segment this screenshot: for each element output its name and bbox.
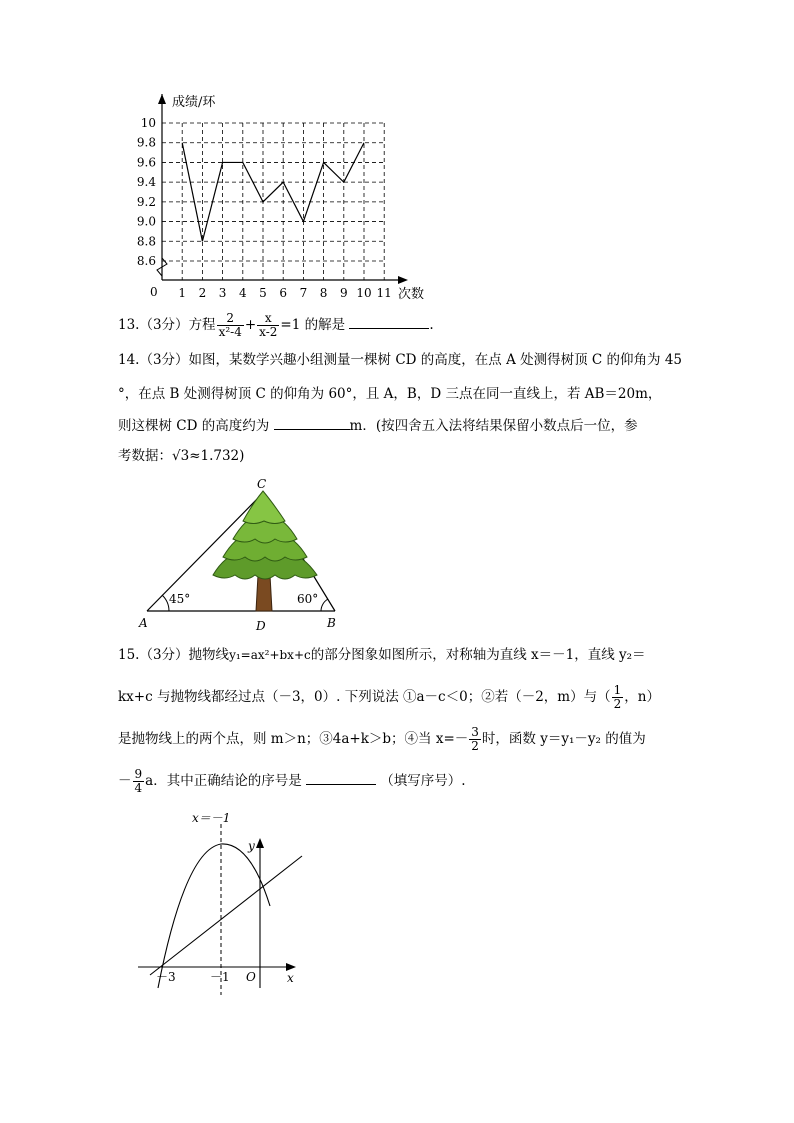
line-y2 [150, 856, 302, 975]
q15-answer-blank[interactable] [306, 770, 376, 785]
x-tick-label: 3 [218, 286, 227, 300]
x-tick-label: 4 [238, 286, 247, 300]
angle-A-label: 45° [169, 592, 191, 606]
y-tick-label: 8.6 [136, 254, 156, 268]
q15-line-4: － $\frac{9}{4}$ a．其中正确结论的序号是 （填写序号）. [118, 767, 466, 795]
point-A-label: A [139, 616, 148, 630]
chart-grid [162, 123, 384, 280]
q15-value-frac: $\frac{9}{4}$ [134, 767, 143, 795]
tree-trunk [256, 575, 272, 611]
angle-A-arc [162, 595, 169, 611]
y-tick-label: 9.2 [136, 194, 156, 209]
q13-post: =1 的解是 [280, 317, 346, 333]
tick-minus-3: －3 [156, 970, 176, 984]
x-tick-label: 2 [198, 286, 207, 300]
symmetry-axis-label: x＝－1 [192, 811, 231, 825]
q15-line-2: kx+c 与抛物线都经过点（－3，0）. 下列说法 ①a－c＜0；②若（－2，m）与（ $\frac{1}{2}$ ，n） [118, 683, 660, 711]
x-tick-label: 6 [279, 286, 288, 300]
y-tick-label: 10 [140, 116, 156, 130]
x-tick-label: 5 [259, 286, 267, 300]
q15-line-1: 15.（3分）抛物线y₁=ax²+bx+c的部分图象如图所示，对称轴为直线 x＝－1，直线 y₂＝ [118, 647, 646, 663]
parabola-figure [130, 810, 315, 995]
y-tick-label: 8.8 [136, 234, 156, 249]
x-tick-label: 7 [299, 286, 308, 300]
q13-pre: 方程 [188, 317, 216, 333]
x-axis-label: 次数 [398, 287, 425, 302]
point-D-label: D [256, 619, 266, 633]
q14-line-3: 则这棵树 CD 的高度约为 m．(按四舍五入法将结果保留小数点后一位，参 [118, 415, 638, 436]
q14-line-2: °，在点 B 处测得树顶 C 的仰角为 60°，且 A，B，D 三点在同一直线上，若 AB＝20m， [118, 386, 662, 402]
q13-plus: + [244, 317, 257, 333]
q14-answer-blank[interactable] [274, 415, 350, 430]
q13-number: 13.（3分） [118, 317, 189, 333]
q13-answer-blank[interactable] [349, 314, 429, 329]
x-tick-label: 11 [376, 286, 392, 300]
chart-axes [157, 94, 408, 284]
y-label: y [248, 839, 255, 853]
question-13 [118, 312, 434, 339]
y-tick-label: 9.4 [136, 175, 156, 190]
q14-line-4: 考数据：√3≈1.732) [118, 448, 245, 464]
origin-O-label: O [246, 970, 256, 984]
q13-fraction-2: $\frac{x}{x-2}$ [259, 311, 278, 339]
tree-triangle-figure [135, 475, 350, 635]
x-label: x [287, 971, 294, 985]
score-line-chart [130, 90, 440, 305]
y-tick-label: 9.0 [136, 214, 156, 229]
y-tick-label: 9.6 [136, 155, 156, 170]
q13-fraction-1: $\frac{2}{\text{x²-4}}$ [218, 311, 242, 339]
angle-B-label: 60° [297, 592, 319, 606]
point-B-label: B [327, 616, 336, 630]
q15-x-value: $\frac{3}{2}$ [471, 725, 479, 753]
x-tick-label: 8 [319, 286, 328, 300]
tree-foliage [213, 491, 317, 579]
q15-equation: y₁=ax²+bx+c [229, 648, 311, 662]
y-axis-label: 成绩/环 [172, 95, 216, 110]
y-tick-label: 9.8 [136, 135, 156, 150]
q15-half: $\frac{1}{2}$ [613, 683, 622, 711]
x-tick-label: 9 [339, 286, 348, 300]
series-line [182, 143, 364, 242]
tick-minus-1: －1 [210, 970, 230, 984]
q14-line-1: 14.（3分）如图，某数学兴趣小组测量一棵树 CD 的高度，在点 A 处测得树顶 C 的仰角为 45 [118, 352, 683, 368]
point-C-label: C [257, 477, 267, 491]
origin-label: 0 [150, 285, 158, 299]
x-tick-label: 10 [356, 286, 372, 300]
parabola-curve [158, 844, 270, 988]
x-tick-label: 1 [178, 286, 187, 300]
q15-line-3: 是抛物线上的两个点，则 m＞n；③4a+k＞b；④当 x=－ $\frac{3}{2}$ 时，函数 y＝y₁－y₂ 的值为 [118, 725, 646, 753]
angle-B-arc [321, 599, 328, 611]
q13-end: . [429, 317, 434, 333]
